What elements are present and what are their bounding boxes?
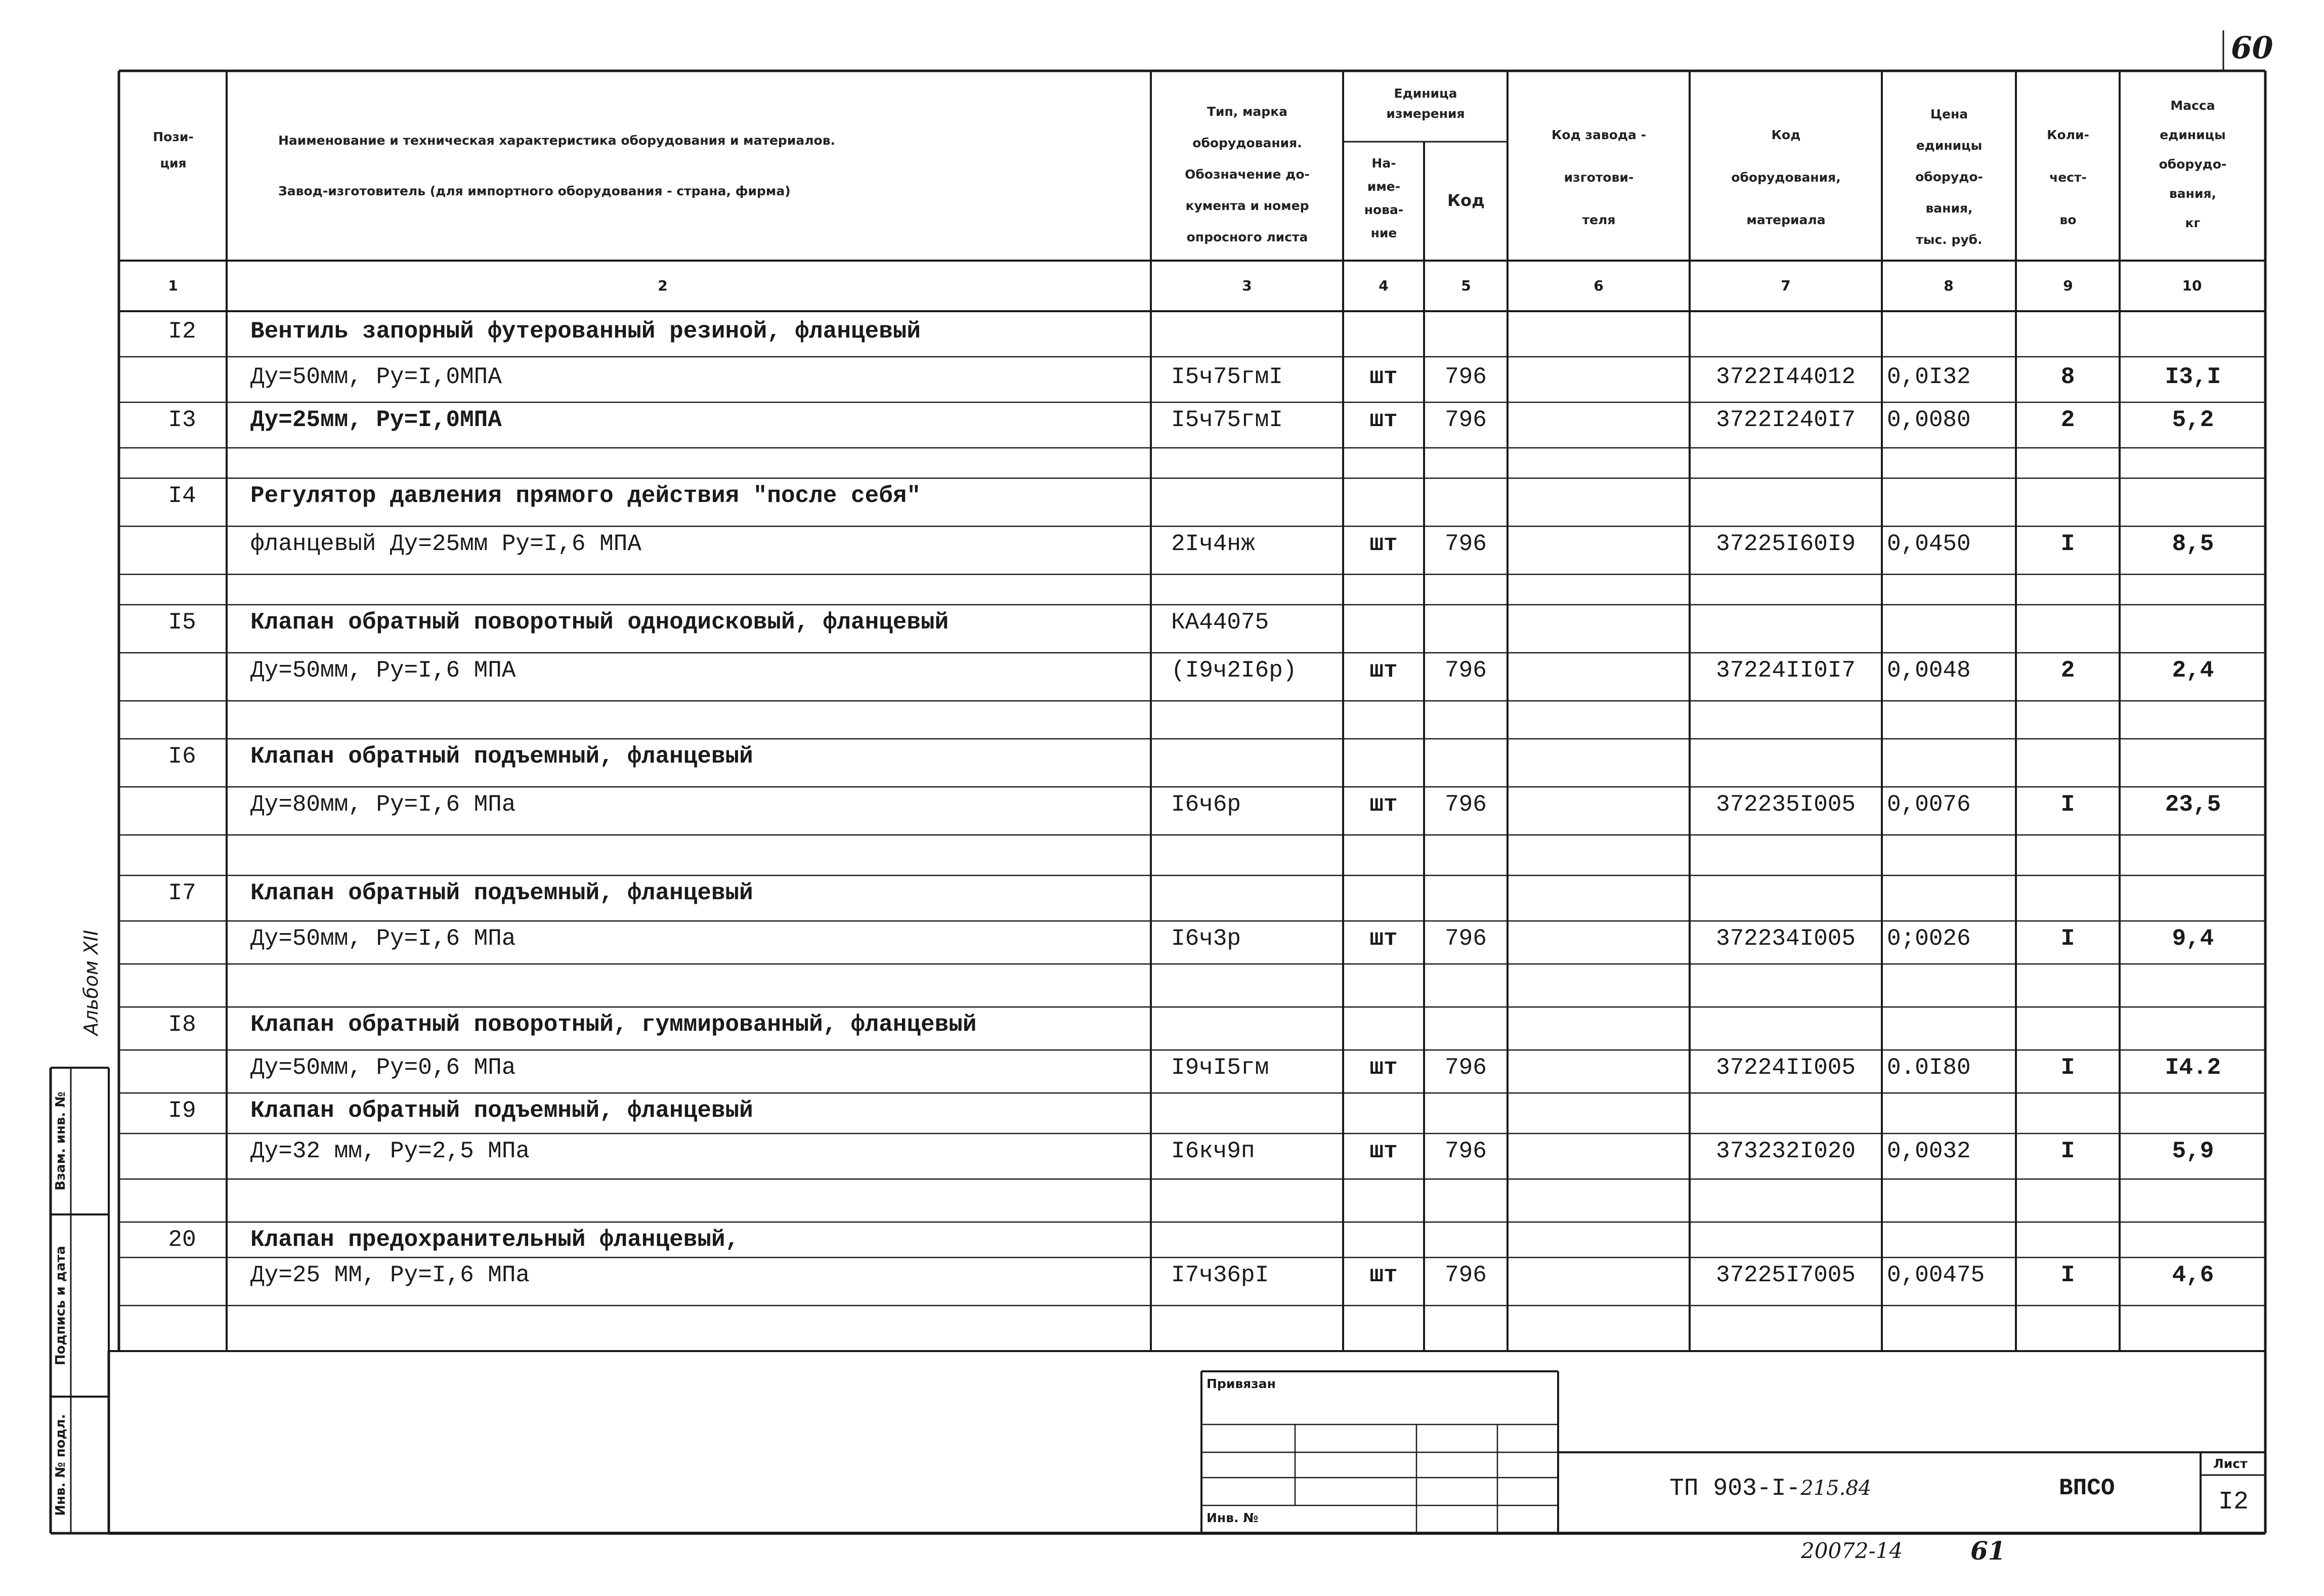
header-unit-name-line: нова- (1364, 202, 1404, 217)
row-19-mass: 5,9 (2172, 1138, 2214, 1164)
row-17-type: I9чI5гм (1171, 1055, 1269, 1081)
row-22-unit: шт (1369, 1262, 1398, 1288)
header-type-line: Обозначение до- (1185, 167, 1310, 182)
column-number: 5 (1461, 277, 1471, 294)
document-code (1669, 1475, 1871, 1502)
album-label: Альбом XII (80, 930, 102, 1036)
header-qty-line: чест- (2049, 170, 2087, 185)
header-mass-line: оборудо- (2159, 157, 2227, 172)
header-equip-line: оборудования, (1731, 170, 1841, 185)
row-2-name: Ду=25мм, Ру=I,0МПА (250, 407, 502, 433)
row-19-unit: шт (1369, 1138, 1398, 1164)
row-14-type: I6ч3р (1171, 926, 1241, 952)
row-14-qty: I (2060, 926, 2075, 952)
header-unit-code: Код (1447, 191, 1485, 210)
row-1-qty: 8 (2060, 364, 2075, 390)
row-1-mass: I3,I (2165, 364, 2221, 390)
privyazan-label: Привязан (1207, 1376, 1276, 1391)
header-plant-line: Код завода - (1551, 128, 1647, 142)
row-22-equip: 37225I7005 (1715, 1262, 1856, 1288)
inv-no-label: Инв. № (1207, 1510, 1259, 1525)
row-11-unit: шт (1369, 791, 1398, 818)
column-number: 4 (1379, 277, 1389, 294)
sheet-number-top: 60 (2231, 30, 2273, 66)
header-name-line: Завод-изготовитель (для импортного оборудования - страна, фирма) (278, 184, 791, 198)
row-14-code: 796 (1445, 926, 1487, 952)
row-0-pos: I2 (168, 318, 196, 345)
row-10-pos: I6 (168, 743, 196, 770)
header-pos (121, 124, 225, 177)
row-19-price: 0,0032 (1887, 1138, 1971, 1164)
header-type-line: опросного листа (1186, 230, 1308, 244)
row-16-name: Клапан обратный поворотный, гуммированный, фланцевый (250, 1012, 977, 1038)
row-11-code: 796 (1445, 791, 1487, 818)
column-number: 6 (1594, 277, 1604, 294)
row-2-price: 0,0080 (1887, 407, 1971, 433)
row-2-code: 796 (1445, 407, 1487, 433)
row-7-pos: I5 (168, 609, 196, 636)
row-17-code: 796 (1445, 1055, 1487, 1081)
row-19-qty: I (2060, 1138, 2075, 1164)
header-pos-line: ция (160, 156, 187, 171)
row-5-unit: шт (1369, 531, 1398, 557)
header-price-line: единицы (1916, 138, 1983, 153)
row-17-equip: 37224II005 (1715, 1055, 1856, 1081)
row-22-price: 0,00475 (1887, 1262, 1985, 1288)
row-11-equip: 372235I005 (1715, 791, 1856, 818)
row-8-mass: 2,4 (2172, 657, 2214, 684)
header-mass-line: вания, (2169, 186, 2217, 201)
row-13-name: Клапан обратный подъемный, фланцевый (250, 880, 753, 906)
row-10-name: Клапан обратный подъемный, фланцевый (250, 743, 753, 770)
row-14-name: Ду=50мм, Ру=I,6 МПа (250, 926, 516, 952)
row-0-name: Вентиль запорный футерованный резиной, фланцевый (250, 318, 921, 345)
header-price-line: тыс. руб. (1916, 232, 1983, 247)
row-8-equip: 37224II0I7 (1715, 657, 1856, 684)
row-18-name: Клапан обратный подъемный, фланцевый (250, 1098, 753, 1124)
header-type-line: кумента и номер (1185, 198, 1309, 213)
document-code-base: ТП 903-I- (1669, 1475, 1801, 1502)
row-5-type: 2Iч4нж (1171, 531, 1255, 557)
row-16-pos: I8 (168, 1012, 196, 1038)
bottom-page-number: 61 (1970, 1536, 2006, 1566)
row-17-price: 0.0I80 (1887, 1055, 1971, 1081)
row-19-name: Ду=32 мм, Ру=2,5 МПа (250, 1138, 530, 1164)
header-plant-line: изготови- (1564, 170, 1634, 185)
row-8-unit: шт (1369, 657, 1398, 684)
header-unit-name (1345, 152, 1423, 245)
row-22-name: Ду=25 ММ, Ру=I,6 МПа (250, 1262, 530, 1288)
header-pos-line: Пози- (153, 130, 194, 144)
row-5-equip: 37225I60I9 (1715, 531, 1856, 557)
header-unit-line: Единица (1394, 86, 1457, 101)
row-8-price: 0,0048 (1887, 657, 1971, 684)
header-name-line: Наименование и техническая характеристика оборудования и материалов. (278, 133, 836, 148)
row-22-mass: 4,6 (2172, 1262, 2214, 1288)
row-14-equip: 372234I005 (1715, 926, 1856, 952)
row-5-qty: I (2060, 531, 2075, 557)
row-11-price: 0,0076 (1887, 791, 1971, 818)
header-unit-name-line: име- (1367, 179, 1401, 194)
header-mass-line: единицы (2160, 128, 2226, 142)
row-4-name: Регулятор давления прямого действия "после себя" (250, 483, 921, 509)
row-2-mass: 5,2 (2172, 407, 2214, 433)
row-1-type: I5ч75гмI (1171, 364, 1283, 390)
row-5-name: фланцевый Ду=25мм Ру=I,6 МПА (250, 531, 641, 557)
row-14-mass: 9,4 (2172, 926, 2214, 952)
header-unit-name-line: На- (1371, 156, 1396, 171)
header-plant-code (1509, 114, 1689, 241)
column-number: 7 (1781, 277, 1791, 294)
row-21-pos: 20 (168, 1227, 196, 1253)
document-code-handwritten: 215.84 (1800, 1477, 1872, 1500)
row-8-type: (I9ч2I6р) (1171, 657, 1297, 684)
row-17-qty: I (2060, 1055, 2075, 1081)
row-13-pos: I7 (168, 880, 196, 906)
header-equip-line: материала (1746, 213, 1826, 227)
row-19-equip: 373232I020 (1715, 1138, 1856, 1164)
header-equip-line: Код (1771, 128, 1801, 142)
row-8-code: 796 (1445, 657, 1487, 684)
row-8-name: Ду=50мм, Ру=I,6 МПА (250, 657, 516, 684)
row-1-equip: 3722I44012 (1715, 364, 1856, 390)
row-5-mass: 8,5 (2172, 531, 2214, 557)
row-14-price: 0;0026 (1887, 926, 1971, 952)
header-mass (2121, 91, 2264, 238)
row-2-qty: 2 (2060, 407, 2075, 433)
row-5-code: 796 (1445, 531, 1487, 557)
header-equip-code (1691, 114, 1881, 241)
header-type (1152, 96, 1342, 253)
row-11-type: I6ч6р (1171, 791, 1241, 818)
column-number: 9 (2063, 277, 2073, 294)
side-stamp-inv-podl: Инв. № подл. (53, 1414, 68, 1516)
row-7-name: Клапан обратный поворотный однодисковый, фланцевый (250, 609, 949, 636)
header-mass-line: кг (2185, 216, 2201, 230)
sheet-value: I2 (2218, 1488, 2249, 1517)
row-17-unit: шт (1369, 1055, 1398, 1081)
row-21-name: Клапан предохранительный фланцевый, (250, 1227, 740, 1253)
row-22-type: I7ч36рI (1171, 1262, 1269, 1288)
header-plant-line: теля (1582, 213, 1616, 227)
header-mass-line: Масса (2170, 98, 2215, 113)
header-type-line: оборудования. (1192, 136, 1302, 150)
row-14-unit: шт (1369, 926, 1398, 952)
column-number: 3 (1242, 277, 1252, 294)
column-number: 10 (2182, 277, 2202, 294)
header-qty (2017, 114, 2119, 241)
header-type-line: Тип, марка (1207, 104, 1288, 119)
sheet-label: Лист (2213, 1456, 2248, 1471)
bottom-note: 20072-14 (1801, 1538, 1903, 1563)
row-19-code: 796 (1445, 1138, 1487, 1164)
side-stamp-podpis: Подпись и дата (53, 1245, 68, 1366)
header-price-line: Цена (1930, 107, 1968, 121)
row-7-type: КА44075 (1171, 609, 1269, 636)
row-5-price: 0,0450 (1887, 531, 1971, 557)
row-11-qty: I (2060, 791, 2075, 818)
row-1-unit: шт (1369, 364, 1398, 390)
row-4-pos: I4 (168, 483, 196, 509)
row-18-pos: I9 (168, 1098, 196, 1124)
row-1-name: Ду=50мм, Ру=I,0МПА (250, 364, 502, 390)
row-22-qty: I (2060, 1262, 2075, 1288)
section-code: ВПСО (2059, 1475, 2115, 1501)
row-2-unit: шт (1369, 407, 1398, 433)
row-11-mass: 23,5 (2165, 791, 2221, 818)
row-17-name: Ду=50мм, Ру=0,6 МПа (250, 1055, 516, 1081)
header-name (278, 115, 1138, 217)
header-price-line: оборудо- (1915, 170, 1983, 184)
row-2-pos: I3 (168, 407, 196, 433)
header-unit-name-line: ние (1370, 226, 1397, 240)
column-number: 8 (1944, 277, 1954, 294)
row-19-type: I6кч9п (1171, 1138, 1255, 1164)
row-1-price: 0,0I32 (1887, 364, 1971, 390)
header-unit-line: измерения (1386, 106, 1465, 121)
side-stamp-vzam: Взам. инв. № (53, 1091, 68, 1191)
row-11-name: Ду=80мм, Ру=I,6 МПа (250, 791, 516, 818)
column-number: 1 (168, 277, 178, 294)
row-2-equip: 3722I240I7 (1715, 407, 1856, 433)
header-unit-group (1345, 83, 1507, 124)
header-qty-line: во (2059, 213, 2077, 227)
column-number: 2 (658, 277, 668, 294)
header-qty-line: Коли- (2047, 128, 2089, 142)
row-8-qty: 2 (2060, 657, 2075, 684)
header-price-line: вания, (1925, 201, 1973, 216)
row-17-mass: I4.2 (2165, 1055, 2221, 1081)
row-22-code: 796 (1445, 1262, 1487, 1288)
row-2-type: I5ч75гмI (1171, 407, 1283, 433)
row-1-code: 796 (1445, 364, 1487, 390)
header-price (1883, 99, 2015, 256)
